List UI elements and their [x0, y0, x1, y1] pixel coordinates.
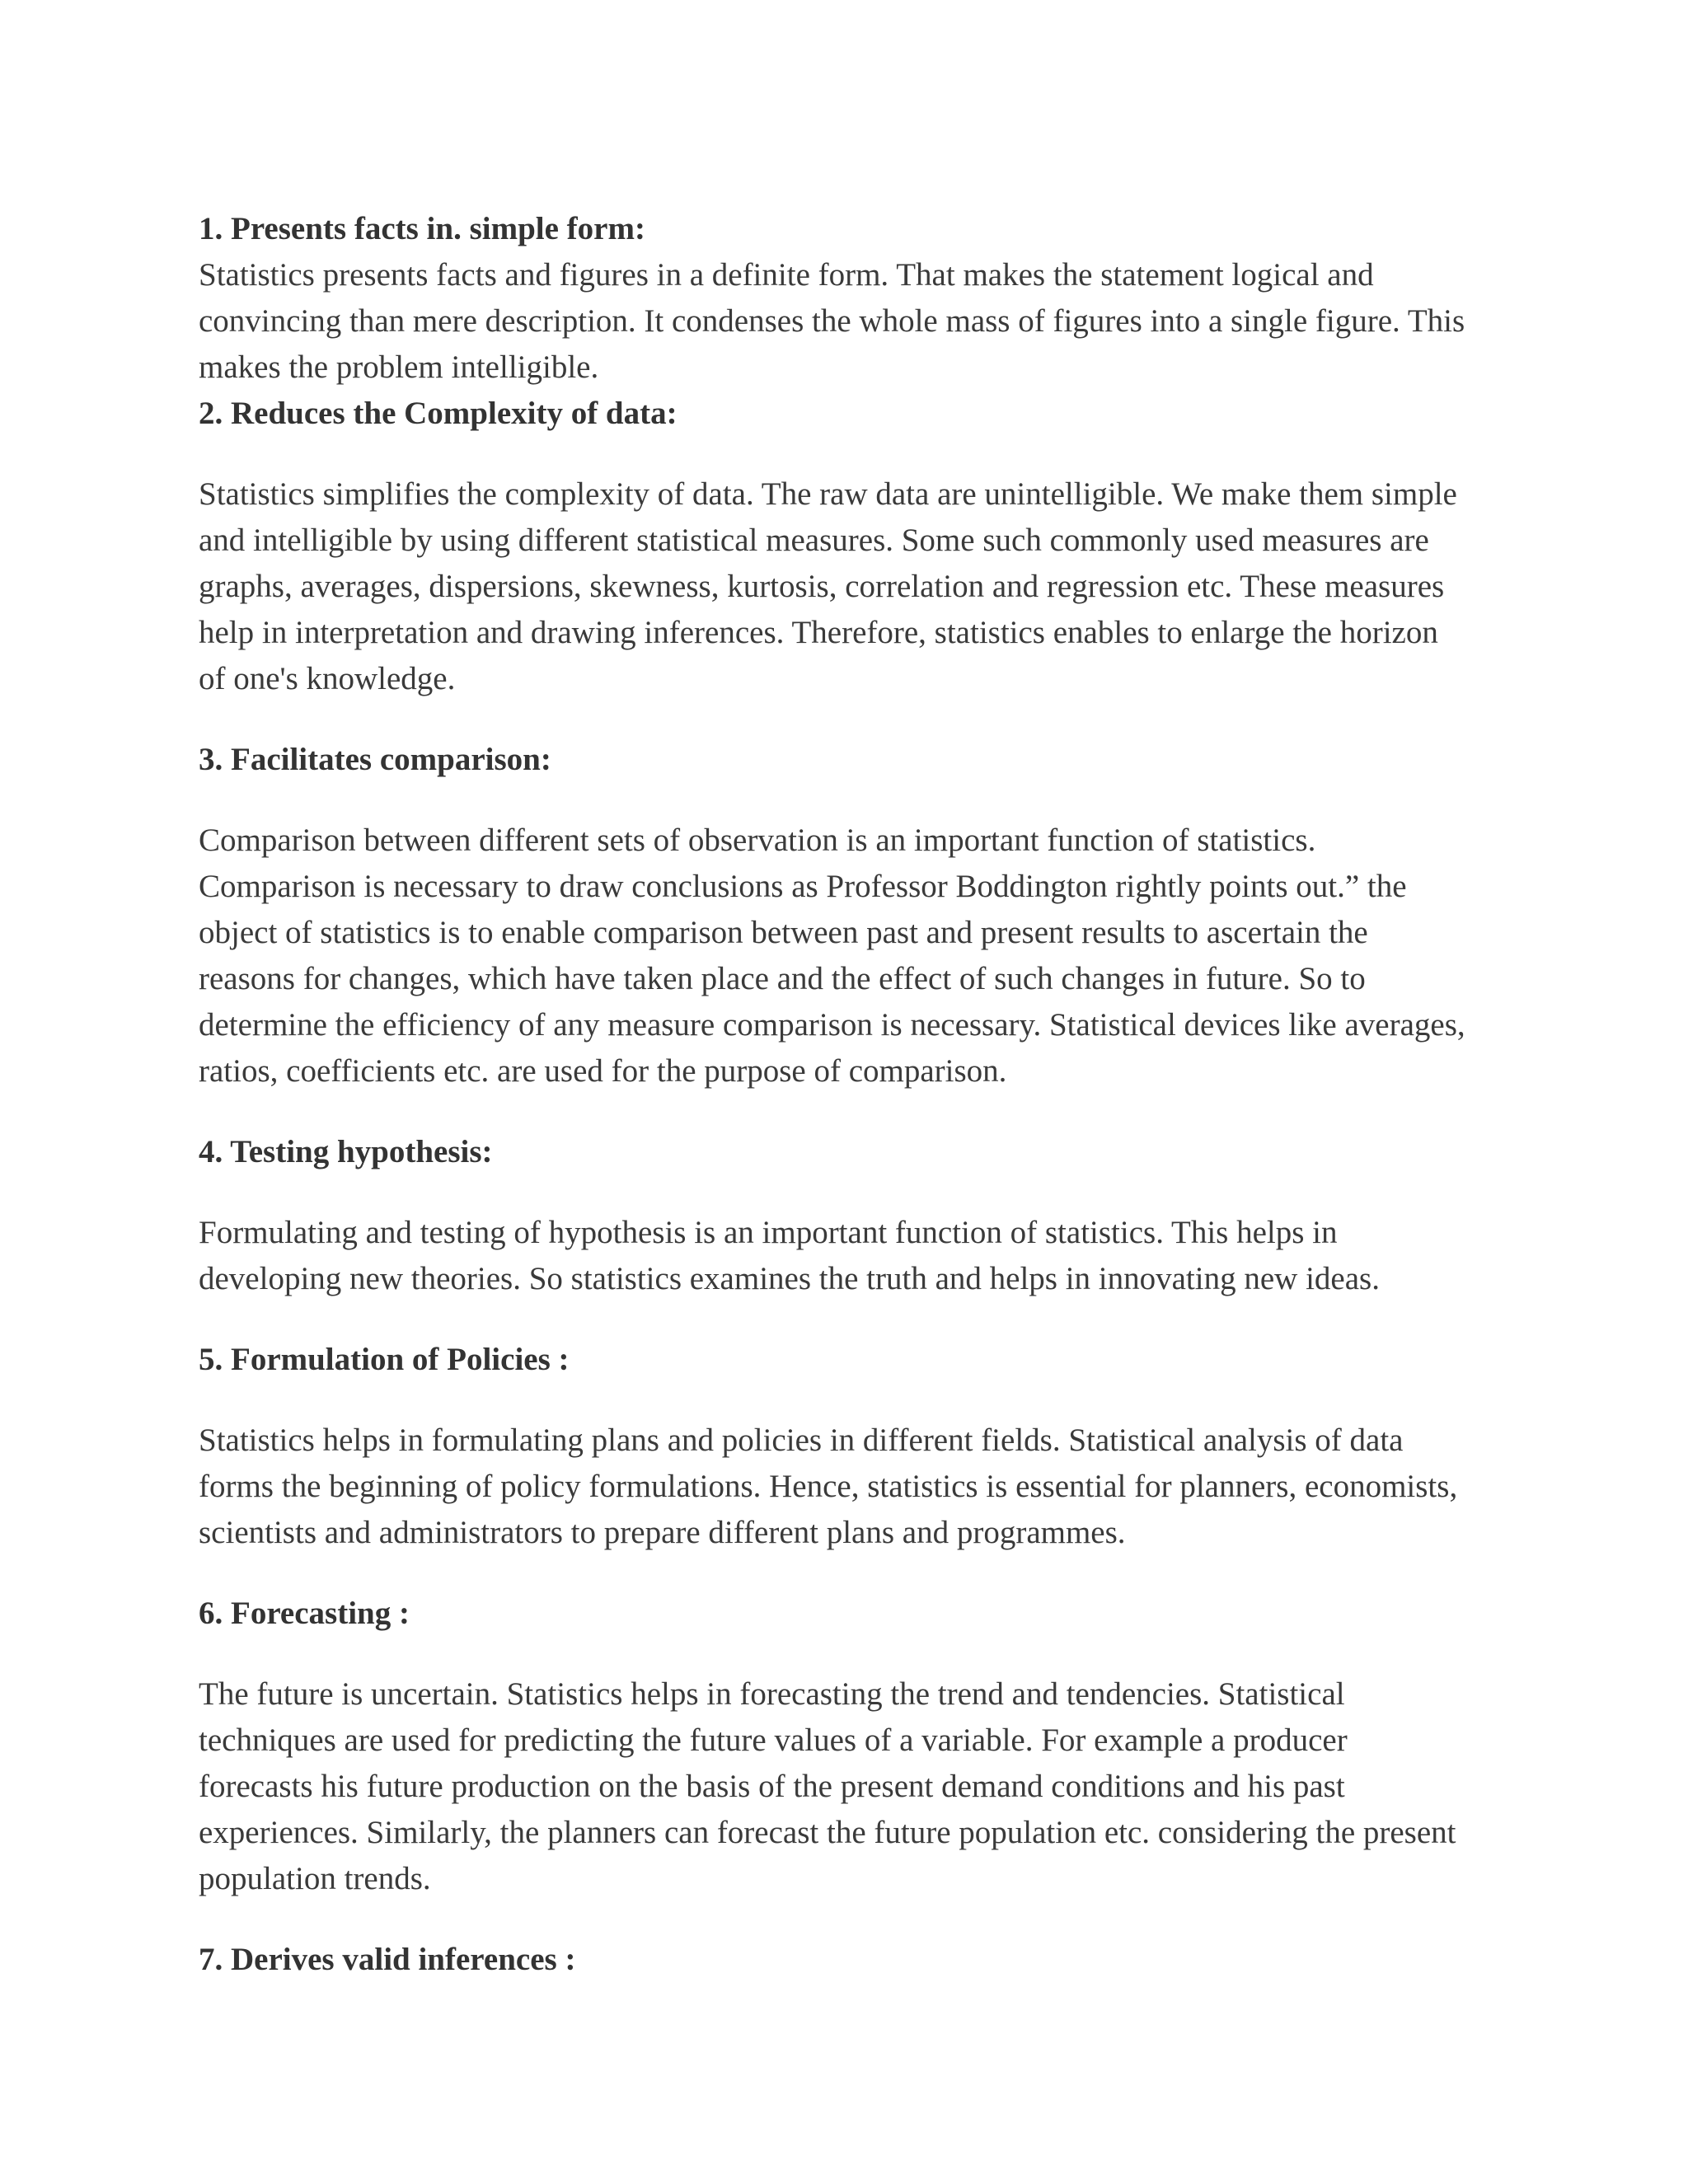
section-heading-3: 3. Facilitates comparison:: [199, 742, 551, 777]
section-heading-7: 7. Derives valid inferences :: [199, 1942, 576, 1977]
section-body-5: Statistics helps in formulating plans and policies in different fields. Statistical analysis of data forms the beginning of policy formulations. Hence, statistics is essential for planners, economists, scientists and administrators to prepare different plans and programmes.: [199, 1422, 1458, 1550]
section-heading-5: 5. Formulation of Policies :: [199, 1342, 570, 1377]
section-heading-4: 4. Testing hypothesis:: [199, 1134, 493, 1169]
document-body: [199, 206, 1468, 1983]
section-body-4: Formulating and testing of hypothesis is an important function of statistics. This helps in developing new theories. So statistics examines the truth and helps in innovating new ideas.: [199, 1215, 1380, 1296]
section-heading-6: 6. Forecasting :: [199, 1596, 410, 1631]
section-body-2: Statistics simplifies the complexity of data. The raw data are unintelligible. We make them simple and intelligible by using different statistical measures. Some such commonly used measures are graphs, averages, dispersions, skewness, kurtosis, correlation and regression etc. These measures help in interpretation and drawing inferences. Therefore, statistics enables to enlarge the horizon of one's knowledge.: [199, 476, 1457, 696]
section-body-1: Statistics presents facts and figures in a definite form. That makes the statement logical and convincing than mere description. It condenses the whole mass of figures into a single figure. This makes the problem intelligible.: [199, 257, 1465, 385]
section-body-3: Comparison between different sets of observation is an important function of statistics. Comparison is necessary to draw conclusions as Professor Boddington rightly points out.” the object of statistics is to enable comparison between past and present results to ascertain the reasons for changes, which have taken place and the effect of such changes in future. So to determine the efficiency of any measure comparison is necessary. Statistical devices like averages, ratios, coefficients etc. are used for the purpose of comparison.: [199, 823, 1465, 1089]
section-heading-1: 1. Presents facts in. simple form:: [199, 211, 645, 246]
section-heading-2: 2. Reduces the Complexity of data:: [199, 396, 678, 431]
section-body-6: The future is uncertain. Statistics helps in forecasting the trend and tendencies. Statistical techniques are used for predicting the future values of a variable. For example a producer forecasts his future production on the basis of the present demand conditions and his past experiences. Similarly, the planners can forecast the future population etc. considering the present population trends.: [199, 1676, 1456, 1896]
